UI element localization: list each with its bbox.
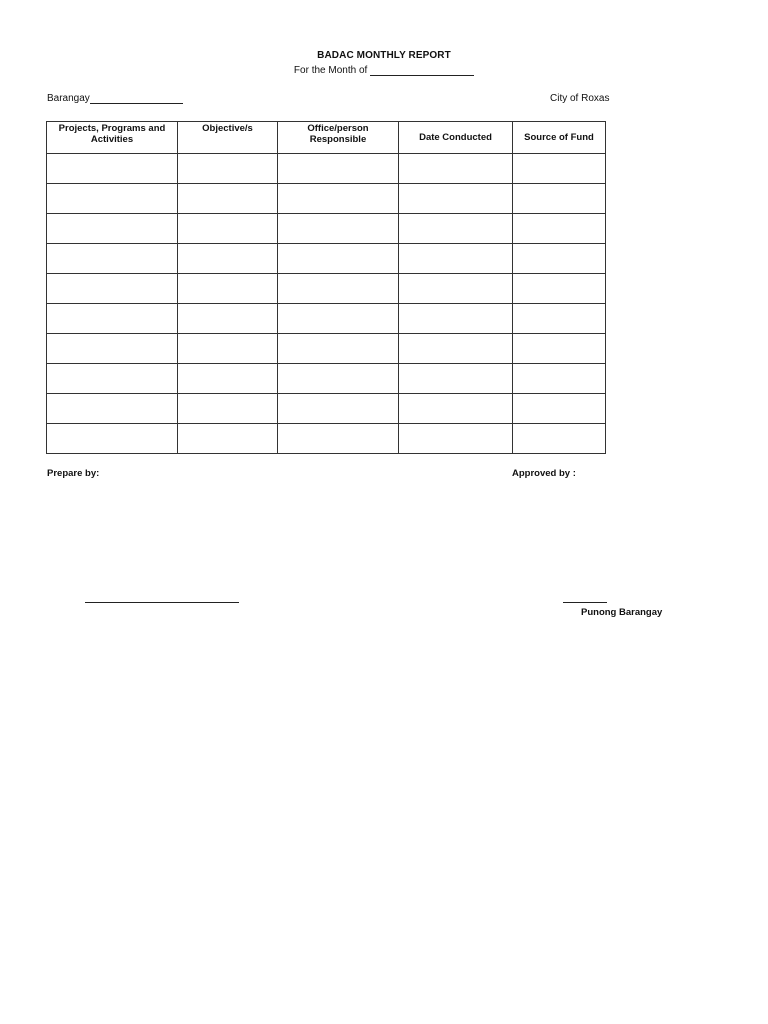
prepared-signature-line bbox=[85, 602, 239, 603]
table-cell[interactable] bbox=[513, 364, 606, 394]
table-cell[interactable] bbox=[399, 304, 513, 334]
table-cell[interactable] bbox=[47, 364, 178, 394]
table-cell[interactable] bbox=[278, 154, 399, 184]
header-office-person: Office/person Responsible bbox=[278, 122, 399, 154]
table-cell[interactable] bbox=[399, 154, 513, 184]
table-cell[interactable] bbox=[278, 184, 399, 214]
header-date-conducted: Date Conducted bbox=[399, 122, 513, 154]
table-row bbox=[47, 214, 606, 244]
table-cell[interactable] bbox=[278, 364, 399, 394]
table-cell[interactable] bbox=[513, 424, 606, 454]
table-cell[interactable] bbox=[47, 394, 178, 424]
month-line bbox=[0, 65, 768, 76]
table-cell[interactable] bbox=[178, 244, 278, 274]
table-cell[interactable] bbox=[47, 274, 178, 304]
table-cell[interactable] bbox=[399, 334, 513, 364]
table-cell[interactable] bbox=[47, 214, 178, 244]
table-cell[interactable] bbox=[47, 304, 178, 334]
table-cell[interactable] bbox=[178, 214, 278, 244]
table-cell[interactable] bbox=[513, 184, 606, 214]
table-row bbox=[47, 244, 606, 274]
table-cell[interactable] bbox=[399, 274, 513, 304]
table-cell[interactable] bbox=[47, 154, 178, 184]
table-row bbox=[47, 334, 606, 364]
header-source-of-fund: Source of Fund bbox=[513, 122, 606, 154]
month-blank[interactable] bbox=[370, 66, 474, 76]
table-cell[interactable] bbox=[278, 334, 399, 364]
table-cell[interactable] bbox=[178, 184, 278, 214]
table-row bbox=[47, 424, 606, 454]
table-row bbox=[47, 274, 606, 304]
table-cell[interactable] bbox=[178, 424, 278, 454]
table-cell[interactable] bbox=[513, 334, 606, 364]
table-cell[interactable] bbox=[47, 424, 178, 454]
table-cell[interactable] bbox=[399, 394, 513, 424]
table-cell[interactable] bbox=[399, 184, 513, 214]
header-projects: Projects, Programs and Activities bbox=[47, 122, 178, 154]
table-body bbox=[47, 154, 606, 454]
table-cell[interactable] bbox=[399, 214, 513, 244]
table-row bbox=[47, 304, 606, 334]
table-row bbox=[47, 184, 606, 214]
header-objectives: Objective/s bbox=[178, 122, 278, 154]
table-cell[interactable] bbox=[178, 334, 278, 364]
table-cell[interactable] bbox=[47, 334, 178, 364]
report-title: BADAC MONTHLY REPORT bbox=[317, 50, 451, 61]
table-cell[interactable] bbox=[178, 154, 278, 184]
table-cell[interactable] bbox=[399, 244, 513, 274]
table-cell[interactable] bbox=[513, 274, 606, 304]
table-header-row bbox=[47, 122, 606, 154]
table-cell[interactable] bbox=[513, 214, 606, 244]
barangay-blank[interactable] bbox=[90, 94, 183, 104]
barangay-label: Barangay bbox=[47, 93, 90, 104]
table-cell[interactable] bbox=[178, 364, 278, 394]
table-row bbox=[47, 394, 606, 424]
city-label: City of Roxas bbox=[550, 93, 610, 104]
table-cell[interactable] bbox=[178, 274, 278, 304]
table-cell[interactable] bbox=[513, 394, 606, 424]
approved-by-label: Approved by : bbox=[512, 468, 576, 479]
table-cell[interactable] bbox=[178, 394, 278, 424]
barangay-line bbox=[47, 93, 183, 104]
table-cell[interactable] bbox=[399, 364, 513, 394]
table-cell[interactable] bbox=[278, 424, 399, 454]
table-cell[interactable] bbox=[47, 244, 178, 274]
table-cell[interactable] bbox=[278, 274, 399, 304]
table-cell[interactable] bbox=[513, 304, 606, 334]
table-row bbox=[47, 364, 606, 394]
report-table bbox=[46, 121, 606, 454]
table-cell[interactable] bbox=[178, 304, 278, 334]
table-row bbox=[47, 154, 606, 184]
approved-signature-line bbox=[563, 602, 607, 603]
table-cell[interactable] bbox=[278, 214, 399, 244]
table-cell[interactable] bbox=[278, 394, 399, 424]
table-cell[interactable] bbox=[513, 244, 606, 274]
month-label: For the Month of bbox=[293, 65, 368, 76]
table-cell[interactable] bbox=[278, 304, 399, 334]
table-cell[interactable] bbox=[513, 154, 606, 184]
table-cell[interactable] bbox=[399, 424, 513, 454]
table-cell[interactable] bbox=[47, 184, 178, 214]
approver-title: Punong Barangay bbox=[581, 607, 663, 618]
table-cell[interactable] bbox=[278, 244, 399, 274]
prepared-by-label: Prepare by: bbox=[47, 468, 100, 479]
